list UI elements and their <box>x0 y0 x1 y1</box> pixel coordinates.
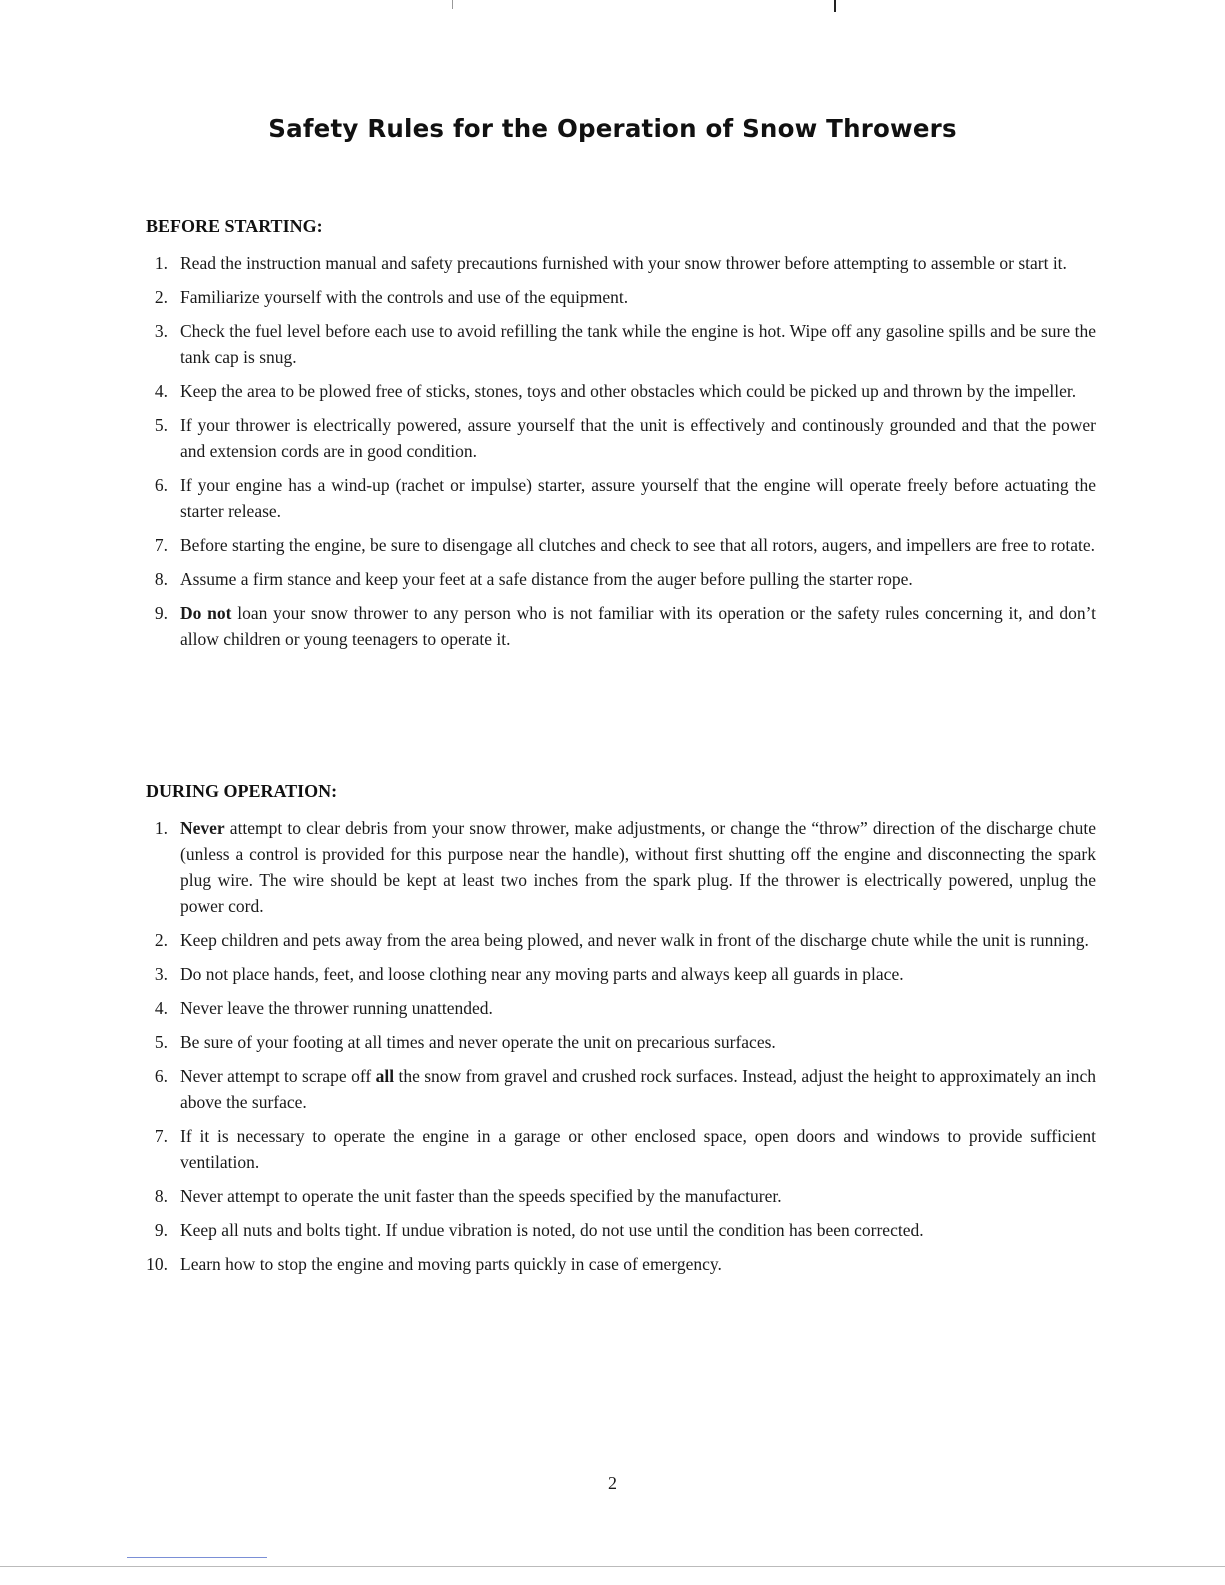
rule-item <box>146 815 1096 919</box>
rule-text: Never attempt to scrape off <box>180 1066 376 1086</box>
rule-item <box>146 472 1096 524</box>
rule-number: 2. <box>154 287 168 307</box>
scan-edge-line <box>0 1566 1225 1567</box>
rule-text: Check the fuel level before each use to avoid refilling the tank while the engine is hot. Wipe off any gasoline spills and be sure the tank cap is snug. <box>180 321 1096 367</box>
rule-text: Assume a firm stance and keep your feet at a safe distance from the auger before pulling the starter rope. <box>180 569 913 589</box>
rule-item <box>146 1251 1096 1277</box>
rule-item <box>146 412 1096 464</box>
rule-number: 1. <box>154 818 168 838</box>
rule-item <box>146 927 1096 953</box>
rule-item <box>146 250 1096 276</box>
rule-item <box>146 284 1096 310</box>
rule-item <box>146 1063 1096 1115</box>
rule-item <box>146 378 1096 404</box>
rule-number: 2. <box>154 930 168 950</box>
rule-number: 7. <box>154 535 168 555</box>
rule-text: loan your snow thrower to any person who is not familiar with its operation or the safety rules concerning it, and don’t allow children or young teenagers to operate it. <box>180 603 1096 649</box>
rule-text: If your thrower is electrically powered, assure yourself that the unit is effectively and continously grounded and that the power and extension cords are in good condition. <box>180 415 1096 461</box>
rule-item <box>146 1123 1096 1175</box>
scan-edge-line <box>127 1557 267 1558</box>
rule-text: Never leave the thrower running unattended. <box>180 998 493 1018</box>
before-starting-section <box>146 216 1096 660</box>
rule-text: Keep children and pets away from the area being plowed, and never walk in front of the discharge chute while the unit is running. <box>180 930 1089 950</box>
during-operation-list <box>146 815 1096 1277</box>
rule-number: 4. <box>154 998 168 1018</box>
before-starting-heading: BEFORE STARTING: <box>146 216 323 236</box>
rule-text: Never attempt to operate the unit faster than the speeds specified by the manufacturer. <box>180 1186 782 1206</box>
rule-number: 9. <box>154 1220 168 1240</box>
rule-text: Be sure of your footing at all times and never operate the unit on precarious surfaces. <box>180 1032 776 1052</box>
rule-number: 4. <box>154 381 168 401</box>
rule-item <box>146 961 1096 987</box>
rule-number: 8. <box>154 569 168 589</box>
page-title: Safety Rules for the Operation of Snow Throwers <box>268 114 957 143</box>
rule-number: 7. <box>154 1126 168 1146</box>
during-operation-section <box>146 781 1096 1285</box>
rule-text: Before starting the engine, be sure to disengage all clutches and check to see that all rotors, augers, and impellers are free to rotate. <box>180 535 1095 555</box>
rule-number: 10. <box>146 1254 168 1274</box>
rule-text: If your engine has a wind-up (rachet or impulse) starter, assure yourself that the engine will operate freely before actuating the starter release. <box>180 475 1096 521</box>
scan-mark <box>452 0 453 9</box>
rule-item <box>146 600 1096 652</box>
rule-number: 5. <box>154 1032 168 1052</box>
rule-emphasis: Never <box>180 818 225 838</box>
rule-item <box>146 318 1096 370</box>
page-number: 2 <box>608 1473 617 1493</box>
rule-item <box>146 1183 1096 1209</box>
rule-number: 3. <box>154 321 168 341</box>
rule-number: 8. <box>154 1186 168 1206</box>
rule-item <box>146 566 1096 592</box>
scan-mark <box>834 0 836 12</box>
rule-text: attempt to clear debris from your snow thrower, make adjustments, or change the “throw” direction of the discharge chute (unless a control is provided for this purpose near the handle), without first shutting off the engine and disconnecting the spark plug wire. The wire should be kept at least two inches from the spark plug. If the thrower is electrically powered, unplug the power cord. <box>180 818 1096 916</box>
rule-number: 1. <box>154 253 168 273</box>
rule-number: 6. <box>154 475 168 495</box>
rule-number: 3. <box>154 964 168 984</box>
during-operation-heading: DURING OPERATION: <box>146 781 338 801</box>
rule-number: 6. <box>154 1066 168 1086</box>
rule-number: 5. <box>154 415 168 435</box>
rule-text: Familiarize yourself with the controls and use of the equipment. <box>180 287 629 307</box>
rule-item <box>146 1217 1096 1243</box>
rule-text: Keep all nuts and bolts tight. If undue vibration is noted, do not use until the condition has been corrected. <box>180 1220 924 1240</box>
rule-text: the snow from gravel and crushed rock surfaces. Instead, adjust the height to approximately an inch above the surface. <box>180 1066 1097 1112</box>
rule-text: Read the instruction manual and safety precautions furnished with your snow thrower before attempting to assemble or start it. <box>180 253 1067 273</box>
before-starting-list <box>146 250 1096 652</box>
rule-text: If it is necessary to operate the engine in a garage or other enclosed space, open doors and windows to provide sufficient ventilation. <box>180 1126 1096 1172</box>
rule-emphasis: Do not <box>180 603 232 623</box>
rule-number: 9. <box>154 603 168 623</box>
rule-text: Do not place hands, feet, and loose clothing near any moving parts and always keep all guards in place. <box>180 964 904 984</box>
rule-item <box>146 1029 1096 1055</box>
rule-item <box>146 532 1096 558</box>
rule-text: Learn how to stop the engine and moving parts quickly in case of emergency. <box>180 1254 722 1274</box>
rule-emphasis: all <box>375 1066 395 1086</box>
rule-item <box>146 995 1096 1021</box>
rule-text: Keep the area to be plowed free of sticks, stones, toys and other obstacles which could be picked up and thrown by the impeller. <box>180 381 1077 401</box>
